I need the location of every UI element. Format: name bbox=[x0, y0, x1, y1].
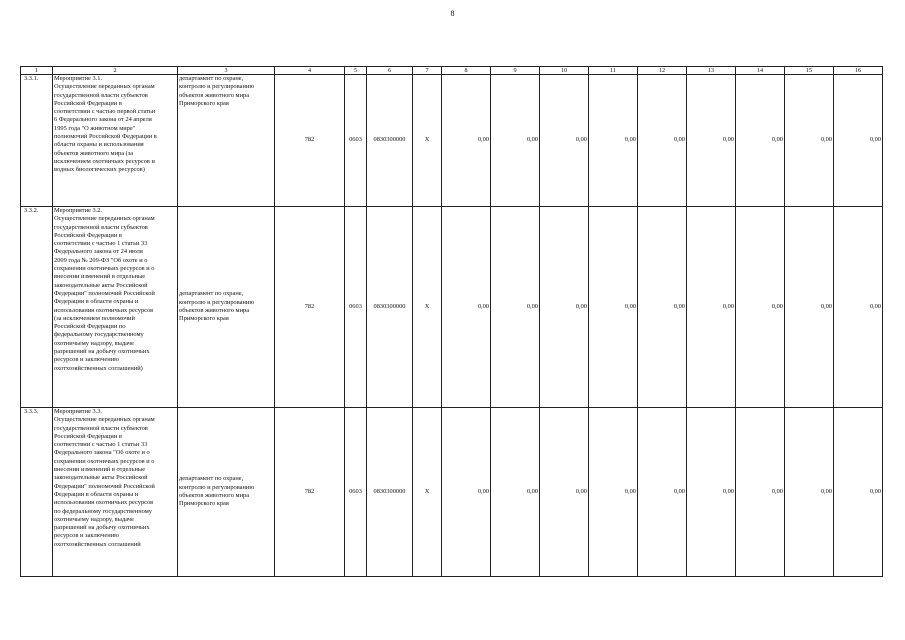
description-line: полномочий Российской Федерации в bbox=[54, 133, 157, 141]
column-number: 1 bbox=[21, 67, 53, 75]
description-line: ресурсов и заключению bbox=[54, 356, 119, 364]
responsible-line: контролю и регулированию bbox=[179, 483, 255, 491]
target-article-code: 0830300000 bbox=[367, 75, 413, 207]
program-table bbox=[20, 66, 883, 577]
amount-cell: 0,00 bbox=[491, 207, 540, 408]
responsible-line: объектов животного мира bbox=[179, 307, 250, 314]
column-number: 6 bbox=[367, 67, 413, 75]
description-line: государственной власти субъектов bbox=[54, 424, 148, 432]
column-number: 10 bbox=[540, 67, 589, 75]
amount-cell: 0,00 bbox=[834, 207, 883, 408]
responsible-executor bbox=[178, 75, 275, 207]
description-line: Федерации в области охраны и bbox=[54, 490, 139, 498]
description-line: 2009 года № 209-ФЗ "Об охоте и о bbox=[54, 256, 148, 264]
description-line: Федерального закона "Об охоте и о bbox=[54, 449, 150, 457]
amount-cell: 0,00 bbox=[442, 408, 491, 577]
description-line: ресурсов и заключению bbox=[54, 532, 119, 540]
description-line: охотничьему надзору, выдаче bbox=[54, 515, 134, 523]
event-description bbox=[53, 408, 178, 577]
expense-type: X bbox=[413, 75, 442, 207]
description-line: разрешений на добычу охотничьих bbox=[54, 524, 150, 532]
responsible-line: контролю и регулированию bbox=[179, 298, 255, 306]
column-number: 11 bbox=[589, 67, 638, 75]
responsible-line: контролю и регулированию bbox=[179, 83, 255, 91]
column-number: 14 bbox=[736, 67, 785, 75]
responsible-line: объектов животного мира bbox=[179, 91, 250, 99]
description-line: государственной власти субъектов bbox=[54, 91, 148, 99]
responsible-line: объектов животного мира bbox=[179, 492, 250, 499]
description-line: Осуществление переданных органам bbox=[54, 83, 155, 91]
expense-type: X bbox=[413, 207, 442, 408]
column-number: 9 bbox=[491, 67, 540, 75]
amount-cell: 0,00 bbox=[785, 75, 834, 207]
description-line: по федеральному государственному bbox=[54, 507, 152, 515]
description-line: внесении изменений в отдельные bbox=[54, 273, 146, 281]
description-line: Мероприятие 3.3. bbox=[54, 408, 103, 415]
description-line: (за исключением полномочий bbox=[54, 314, 135, 322]
amount-cell: 0,00 bbox=[834, 408, 883, 577]
amount-cell: 0,00 bbox=[589, 408, 638, 577]
description-line: использования охотничьих ресурсов bbox=[54, 499, 154, 507]
description-line: Российской Федерации в bbox=[54, 99, 122, 107]
column-number: 16 bbox=[834, 67, 883, 75]
amount-cell: 0,00 bbox=[687, 207, 736, 408]
description-line: водных биологических ресурсов) bbox=[54, 166, 145, 174]
column-number: 5 bbox=[345, 67, 367, 75]
description-line: законодательные акты Российской bbox=[54, 281, 148, 289]
responsible-line: департамент по охране, bbox=[179, 475, 244, 483]
description-line: федеральному государственному bbox=[54, 331, 144, 339]
target-article-code: 0830300000 bbox=[367, 408, 413, 577]
description-line: Мероприятие 3.1. bbox=[54, 75, 103, 82]
amount-cell: 0,00 bbox=[785, 207, 834, 408]
event-description bbox=[53, 207, 178, 408]
amount-cell: 0,00 bbox=[834, 75, 883, 207]
description-line: сохранении охотничьих ресурсов и о bbox=[54, 457, 155, 465]
column-number-row bbox=[21, 67, 883, 75]
description-line: Российской Федерации в bbox=[54, 432, 122, 440]
amount-cell: 0,00 bbox=[736, 75, 785, 207]
description-line: соответствии с частью первой статьи bbox=[54, 108, 156, 116]
description-line: внесении изменений в отдельные bbox=[54, 466, 146, 474]
description-line: области охраны и использования bbox=[54, 141, 144, 149]
amount-cell: 0,00 bbox=[638, 408, 687, 577]
column-number: 13 bbox=[687, 67, 736, 75]
amount-cell: 0,00 bbox=[491, 75, 540, 207]
table-row bbox=[21, 408, 883, 577]
amount-cell: 0,00 bbox=[687, 75, 736, 207]
description-line: законодательные акты Российской bbox=[54, 474, 148, 482]
expense-type: X bbox=[413, 408, 442, 577]
column-number: 2 bbox=[53, 67, 178, 75]
description-line: соответствии с частью 1 статьи 33 bbox=[54, 441, 148, 449]
grbs-code: 782 bbox=[275, 408, 345, 577]
description-line: Осуществление переданных органам bbox=[54, 416, 155, 424]
amount-cell: 0,00 bbox=[540, 75, 589, 207]
description-line: Федерации" полномочий Российской bbox=[54, 482, 155, 490]
responsible-line: Приморского края bbox=[179, 315, 229, 323]
column-number: 12 bbox=[638, 67, 687, 75]
description-line: разрешений на добычу охотничьих bbox=[54, 348, 150, 356]
section-code: 0603 bbox=[345, 75, 367, 207]
description-line: 6 Федерального закона от 24 апреля bbox=[54, 116, 152, 124]
row-number: 3.3.2. bbox=[21, 207, 53, 408]
amount-cell: 0,00 bbox=[736, 207, 785, 408]
description-line: использования охотничьих ресурсов bbox=[54, 306, 154, 314]
description-line: охотхозяйственных соглашений bbox=[54, 540, 141, 548]
target-article-code: 0830300000 bbox=[367, 207, 413, 408]
description-line: исключением охотничьих ресурсов и bbox=[54, 157, 155, 165]
description-line: Российской Федерации по bbox=[54, 323, 126, 331]
description-line: Осуществление переданных органам bbox=[54, 215, 155, 223]
column-number: 3 bbox=[178, 67, 275, 75]
page-number: 8 bbox=[450, 9, 455, 18]
responsible-executor bbox=[178, 207, 275, 408]
amount-cell: 0,00 bbox=[491, 408, 540, 577]
amount-cell: 0,00 bbox=[687, 408, 736, 577]
amount-cell: 0,00 bbox=[785, 408, 834, 577]
responsible-line: Приморского края bbox=[179, 99, 229, 107]
description-line: государственной власти субъектов bbox=[54, 223, 148, 231]
description-line: охотхозяйственных соглашений) bbox=[54, 364, 143, 372]
description-line: сохранении охотничьих ресурсов и о bbox=[54, 265, 155, 273]
grbs-code: 782 bbox=[275, 75, 345, 207]
amount-cell: 0,00 bbox=[442, 207, 491, 408]
column-number: 15 bbox=[785, 67, 834, 75]
description-line: охотничьему надзору, выдаче bbox=[54, 339, 134, 347]
description-line: Федерального закона от 24 июля bbox=[54, 248, 143, 256]
amount-cell: 0,00 bbox=[540, 207, 589, 408]
amount-cell: 0,00 bbox=[589, 207, 638, 408]
description-line: Федерации" полномочий Российской bbox=[54, 289, 155, 297]
amount-cell: 0,00 bbox=[638, 75, 687, 207]
amount-cell: 0,00 bbox=[736, 408, 785, 577]
section-code: 0603 bbox=[345, 207, 367, 408]
event-description bbox=[53, 75, 178, 207]
responsible-line: Приморского края bbox=[179, 500, 229, 508]
column-number: 4 bbox=[275, 67, 345, 75]
amount-cell: 0,00 bbox=[540, 408, 589, 577]
grbs-code: 782 bbox=[275, 207, 345, 408]
description-line: соответствии с частью 1 статьи 33 bbox=[54, 240, 148, 248]
description-line: 1995 года "О животном мире" bbox=[54, 124, 136, 132]
description-line: Мероприятие 3.2. bbox=[54, 207, 103, 214]
description-line: объектов животного мира (за bbox=[54, 149, 134, 157]
description-line: Федерации в области охраны и bbox=[54, 298, 139, 306]
column-number: 7 bbox=[413, 67, 442, 75]
section-code: 0603 bbox=[345, 408, 367, 577]
description-line: Российской Федерации в bbox=[54, 231, 122, 239]
amount-cell: 0,00 bbox=[589, 75, 638, 207]
row-number: 3.3.1. bbox=[21, 75, 53, 207]
responsible-line: департамент по охране, bbox=[179, 290, 244, 298]
table-row bbox=[21, 207, 883, 408]
table-row bbox=[21, 75, 883, 207]
row-number: 3.3.3. bbox=[21, 408, 53, 577]
amount-cell: 0,00 bbox=[442, 75, 491, 207]
column-number: 8 bbox=[442, 67, 491, 75]
responsible-executor bbox=[178, 408, 275, 577]
responsible-line: департамент по охране, bbox=[179, 75, 244, 82]
amount-cell: 0,00 bbox=[638, 207, 687, 408]
